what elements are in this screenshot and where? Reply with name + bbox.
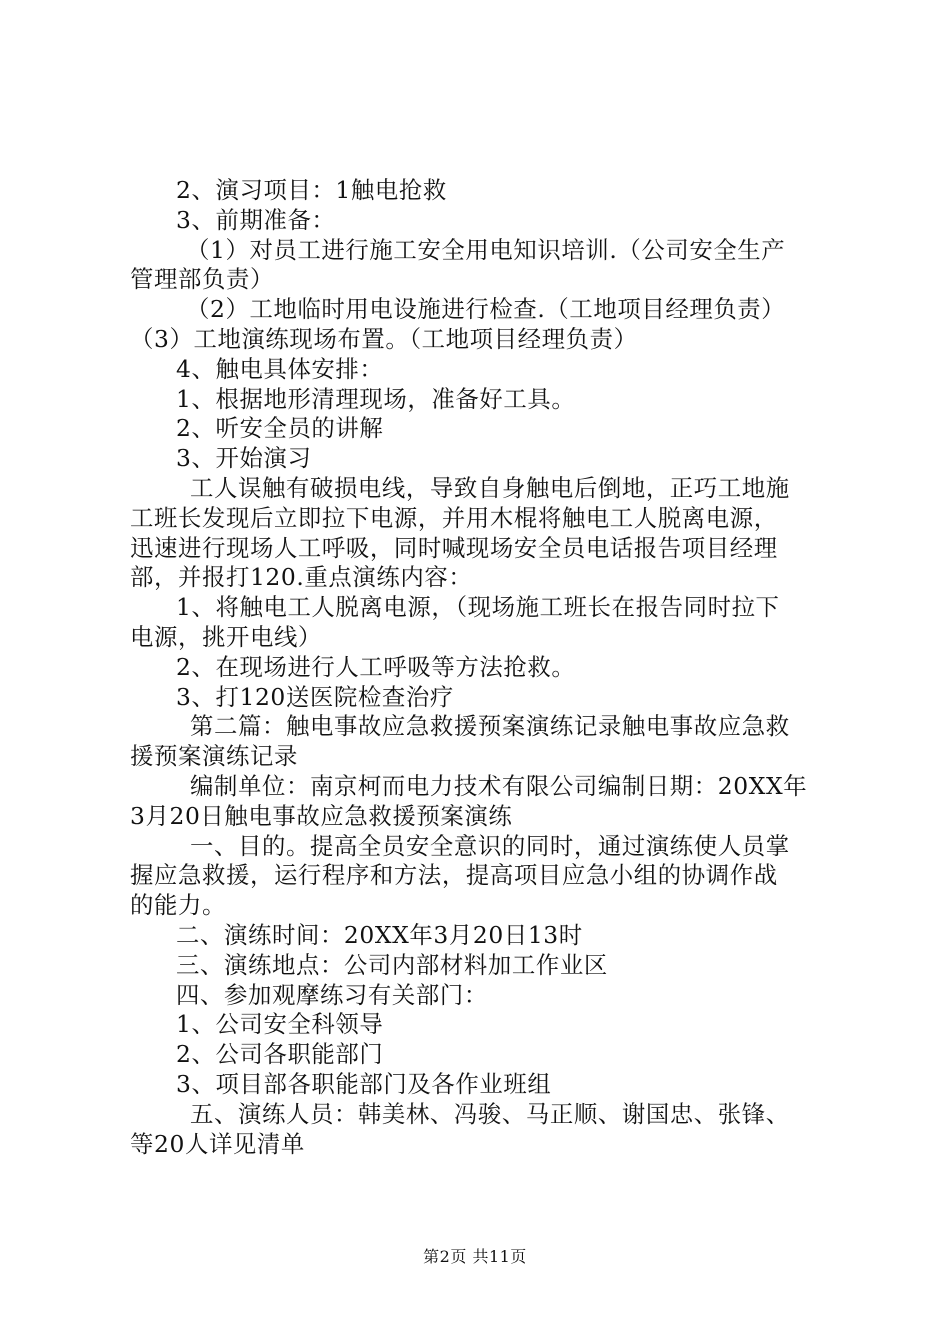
text-line: 援预案演练记录 bbox=[130, 742, 298, 771]
text-line: 1、根据地形清理现场，准备好工具。 bbox=[176, 384, 576, 413]
text-line: 管理部负责） bbox=[130, 265, 274, 294]
text-line: 等20人详见清单 bbox=[130, 1129, 305, 1158]
document-body bbox=[130, 176, 834, 1159]
text-line: 二、演练时间：20XX年3月20日13时 bbox=[176, 920, 583, 949]
text-line: 迅速进行现场人工呼吸，同时喊现场安全员电话报告项目经理 bbox=[130, 533, 778, 562]
text-line: 工人误触有破损电线，导致自身触电后倒地，正巧工地施 bbox=[190, 473, 790, 502]
text-line: 部，并报打120.重点演练内容： bbox=[130, 563, 473, 592]
text-line: 五、演练人员：韩美林、冯骏、马正顺、谢国忠、张锋、 bbox=[190, 1099, 790, 1128]
text-line: 2、在现场进行人工呼吸等方法抢救。 bbox=[176, 652, 576, 681]
text-line: 1、公司安全科领导 bbox=[176, 1010, 384, 1039]
text-line: 3、打120送医院检查治疗 bbox=[176, 682, 454, 711]
text-line: 2、演习项目：1触电抢救 bbox=[176, 176, 447, 204]
text-line: 3、开始演习 bbox=[176, 444, 312, 473]
text-line: 握应急救援，运行程序和方法，提高项目应急小组的协调作战 bbox=[130, 861, 778, 890]
text-line: （3）工地演练现场布置。（工地项目经理负责） bbox=[130, 324, 638, 353]
text-line: 4、触电具体安排： bbox=[176, 354, 384, 383]
text-line: 3、项目部各职能部门及各作业班组 bbox=[176, 1069, 552, 1098]
text-line: 的能力。 bbox=[130, 891, 226, 920]
text-line: 1、将触电工人脱离电源，（现场施工班长在报告同时拉下 bbox=[176, 593, 780, 622]
text-line: 2、公司各职能部门 bbox=[176, 1040, 384, 1069]
text-line: 3月20日触电事故应急救援预案演练 bbox=[130, 801, 513, 830]
text-line: 第二篇：触电事故应急救援预案演练记录触电事故应急救 bbox=[190, 712, 790, 741]
text-line: （2）工地临时用电设施进行检查.（工地项目经理负责） bbox=[186, 295, 786, 324]
page-footer: 第2页 共11页 bbox=[423, 1247, 527, 1266]
text-line: 工班长发现后立即拉下电源，并用木棍将触电工人脱离电源， bbox=[130, 503, 778, 532]
text-line: 三、演练地点：公司内部材料加工作业区 bbox=[176, 950, 608, 979]
text-line: 3、前期准备： bbox=[176, 205, 336, 234]
text-line: 四、参加观摩练习有关部门： bbox=[176, 980, 488, 1009]
text-line: 电源，挑开电线） bbox=[130, 622, 322, 651]
text-line: 一、目的。提高全员安全意识的同时，通过演练使人员掌 bbox=[190, 831, 790, 860]
text-line: （1）对员工进行施工安全用电知识培训.（公司安全生产 bbox=[186, 235, 786, 264]
text-line: 编制单位：南京柯而电力技术有限公司编制日期：20XX年 bbox=[190, 771, 808, 800]
text-line: 2、听安全员的讲解 bbox=[176, 414, 384, 443]
